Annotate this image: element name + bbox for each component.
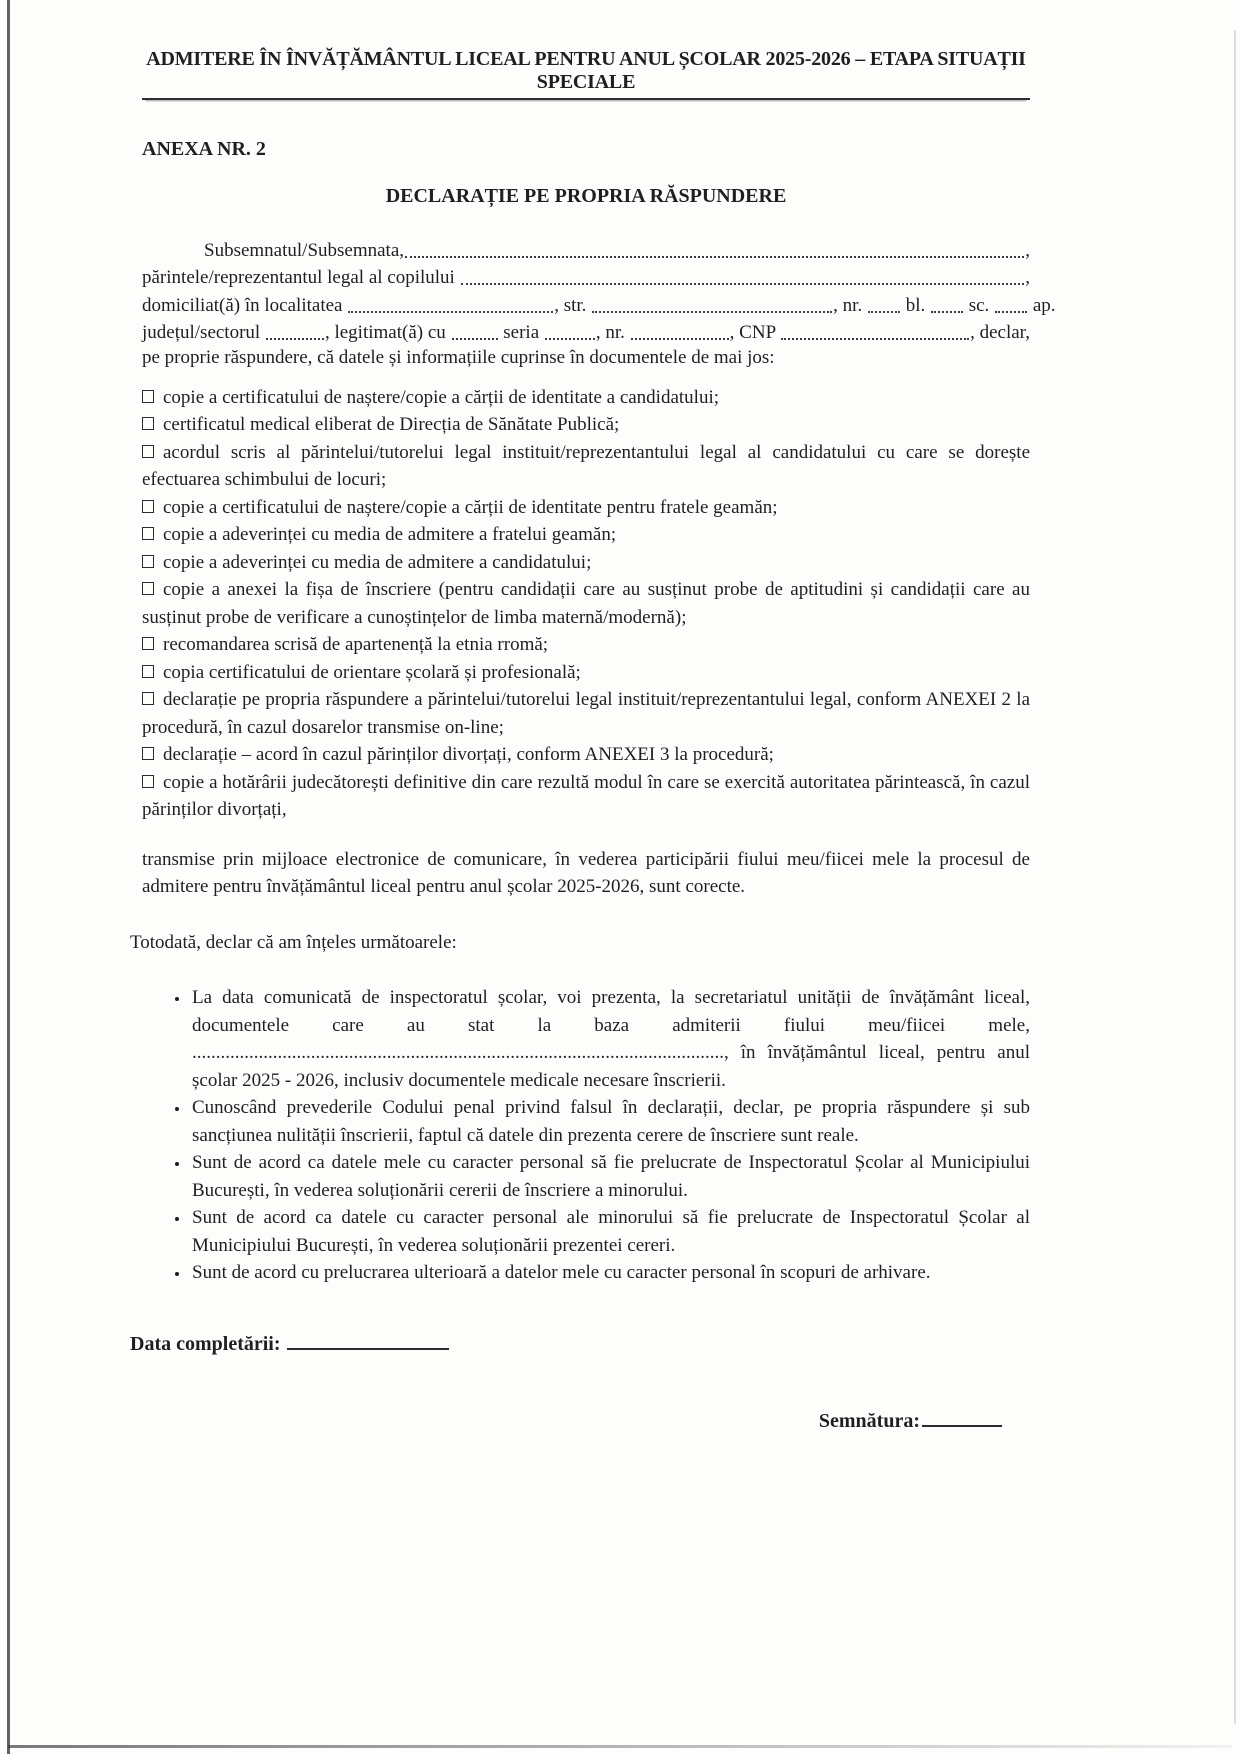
checklist-item — [142, 439, 1030, 494]
checklist-item-text: copie a certificatului de naștere/copie a cărții de identitate a candidatului; — [163, 386, 720, 408]
checklist-item-text: declarație pe propria răspundere a părintelui/tutorelui legal instituit/reprezentantului legal, conform ANEXEI 2 la procedură, în cazul dosarelor transmise on-line; — [142, 689, 1030, 738]
field-label: părintele/reprezentantul legal al copilului — [142, 267, 460, 288]
dotted-blank-field — [868, 299, 900, 313]
checkbox-icon — [142, 747, 154, 760]
field-label: Subsemnatul/Subsemnata, — [204, 239, 405, 261]
checkbox-icon — [142, 665, 154, 678]
checklist-item — [142, 576, 1030, 631]
fill-line — [142, 317, 1030, 345]
checklist-item-text: certificatul medical eliberat de Direcția de Sănătate Publică; — [163, 414, 620, 435]
dotted-blank-field — [931, 299, 963, 313]
acknowledgement-intro: Totodată, declar că am înțeles următoarele: — [130, 931, 457, 953]
checkbox-icon — [142, 555, 154, 568]
declaration-intro: pe proprie răspundere, că datele și informațiile cuprinse în documentele de mai jos: — [142, 347, 775, 368]
dotted-blank-field — [995, 299, 1027, 313]
field-label: , — [1025, 267, 1030, 288]
checklist-item-text: copie a certificatului de naștere/copie a cărții de identitate pentru fratele geamăn; — [163, 496, 778, 518]
fill-line — [142, 234, 1030, 262]
field-label: seria — [498, 322, 544, 343]
field-label: , — [1025, 239, 1030, 261]
field-label: , nr. — [833, 294, 867, 316]
dotted-blank-field — [405, 244, 1024, 258]
signature-label: Semnătura: — [818, 1409, 920, 1432]
checkbox-icon — [142, 775, 154, 788]
field-label: , declar, — [970, 322, 1030, 343]
checklist-item-text: declarație – acord în cazul părinților divorțați, conform ANEXEI 3 la procedură; — [163, 744, 774, 765]
checklist-item — [142, 521, 1030, 549]
bullet-item: • Sunt de acord ca datele cu caracter personal ale minorului să fie prelucrate de Inspectoratul Școlar al Municipiului București, în vederea soluționării prezentei cereri. — [190, 1204, 1030, 1259]
checklist-item — [142, 411, 1030, 439]
checklist-item — [142, 686, 1030, 741]
checklist-item — [142, 631, 1030, 659]
field-label: , legitimat(ă) cu — [324, 322, 451, 343]
field-label: ap. — [1028, 294, 1061, 316]
checkbox-icon — [142, 692, 154, 705]
checkbox-icon — [142, 500, 154, 513]
document-header-text: ADMITERE ÎN ÎNVĂȚĂMÂNTUL LICEAL PENTRU ANUL ȘCOLAR 2025-2026 – ETAPA SITUAȚII SPECIALE — [142, 48, 1030, 100]
checklist-item — [142, 741, 1030, 769]
transmission-note: transmise prin mijloace electronice de comunicare, în vederea participării fiului meu/fiicei mele la procesul de admitere pentru învățământul liceal pentru anul școlar 2025-2026, sunt corecte. — [142, 848, 1030, 897]
checklist-item — [142, 494, 1030, 522]
field-label: sc. — [963, 294, 995, 316]
acknowledgement-list — [142, 984, 1030, 1287]
field-label: domiciliat(ă) în localitatea — [142, 294, 348, 316]
scan-edge-bottom — [8, 1745, 1232, 1748]
dotted-blank-field — [545, 326, 595, 340]
checklist-item-text: copia certificatului de orientare școlară și profesională; — [163, 661, 581, 683]
date-row — [130, 1333, 1030, 1356]
checkbox-icon — [142, 637, 154, 650]
checklist-item-text: copie a anexei la fișa de înscriere (pentru candidații care au susținut probe de aptitudini și candidații care au susținut probe de verificare a cunoștințelor de limba maternă/modernă); — [142, 579, 1030, 628]
field-label: , CNP — [729, 322, 781, 343]
scan-edge-right — [1234, 30, 1236, 1724]
checkbox-icon — [142, 417, 154, 430]
signature-blank-field — [922, 1411, 1002, 1427]
date-label: Data completării: — [130, 1332, 281, 1355]
declarant-details-fill-in — [142, 234, 1061, 344]
checklist-item — [142, 384, 1030, 412]
checklist-item — [142, 769, 1030, 824]
checkbox-icon — [142, 582, 154, 595]
checkbox-icon — [142, 390, 154, 403]
dotted-blank-field — [631, 326, 729, 340]
field-label: , str. — [554, 294, 592, 316]
dotted-blank-field — [781, 326, 969, 340]
field-label: județul/sectorul — [142, 322, 265, 343]
bullet-item: • Sunt de acord ca datele mele cu caracter personal să fie prelucrate de Inspectoratul Școlar al Municipiului București, în vederea soluționării cererii de înscriere a minorului. — [190, 1149, 1030, 1204]
dotted-blank-field — [452, 326, 498, 340]
checklist-item-text: recomandarea scrisă de apartenență la etnia rromă; — [163, 634, 549, 655]
checklist-item-text: copie a hotărârii judecătorești definitive din care rezultă modul în care se exercită autoritatea părintească, în cazul părinților divorțați, — [142, 771, 1030, 820]
checklist-item-text: acordul scris al părintelui/tutorelui legal instituit/reprezentantului legal al candidatului cu care se dorește efectuarea schimbului de locuri; — [142, 441, 1030, 490]
dotted-blank-field — [266, 326, 324, 340]
dotted-blank-field — [348, 299, 553, 313]
dotted-blank-field — [592, 299, 832, 313]
annex-label: ANEXA NR. 2 — [142, 138, 266, 160]
checkbox-icon — [142, 445, 154, 458]
signature-row — [142, 1410, 1030, 1433]
checklist-item — [142, 659, 1030, 687]
checkbox-icon — [142, 527, 154, 540]
checklist-item — [142, 549, 1030, 577]
checklist-item-text: copie a adeverinței cu media de admitere a fratelui geamăn; — [163, 524, 617, 545]
dotted-blank-field — [461, 271, 1025, 285]
bullet-item: • Cunoscând prevederile Codului penal privind falsul în declarații, declar, pe propria răspundere și sub sancțiunea nulității înscrierii, faptul că datele din prezenta cerere de înscriere sunt reale. — [190, 1094, 1030, 1149]
date-blank-field — [287, 1334, 449, 1350]
fill-line — [142, 262, 1030, 290]
bullet-item: • Sunt de acord cu prelucrarea ulterioară a datelor mele cu caracter personal în scopuri de arhivare. — [190, 1259, 1030, 1287]
document-checklist — [142, 384, 1030, 824]
bullet-item: • La data comunicată de inspectoratul școlar, voi prezenta, la secretariatul unității de învățământ liceal, documentele care au stat la baza admiterii fiului meu/fiicei mele, ................................................................................................................, în învățământul liceal, pentru anul școlar 2025 - 2026, inclusiv documentele medicale necesare înscrierii. — [190, 984, 1030, 1094]
fill-line — [142, 289, 1061, 317]
page-title: DECLARAȚIE PE PROPRIA RĂSPUNDERE — [385, 185, 787, 207]
checklist-item-text: copie a adeverinței cu media de admitere a candidatului; — [163, 551, 592, 573]
field-label: bl. — [900, 294, 930, 316]
scan-edge-left — [7, 0, 10, 1754]
document-header — [142, 48, 1030, 100]
field-label: , nr. — [595, 322, 630, 343]
